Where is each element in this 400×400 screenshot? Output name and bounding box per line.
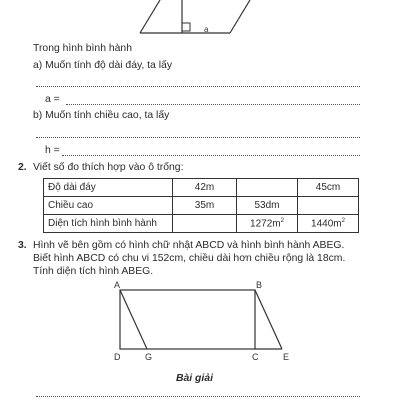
measurement-table [43,178,359,233]
answer-line-b2[interactable] [62,155,360,156]
point-D: D [114,352,121,362]
table-cell: 42m [173,179,237,197]
rectangle-parallelogram-figure [100,278,300,368]
row-label: Độ dài đáy [44,179,173,197]
point-E: E [283,352,290,362]
parallelogram-intro: Trong hình bình hành [33,43,132,54]
table-cell: $1272m^2$ [237,215,298,233]
answer-line-b1[interactable] [36,137,360,138]
exercise-3-line-1: Hình vẽ bên gồm có hình chữ nhật ABCD và hình bình hành ABEG. [33,240,345,251]
point-G: G [145,352,153,362]
label-a: a [204,25,209,34]
table-cell: $1440m^2$ [298,215,359,233]
point-C: C [252,352,259,362]
table-row [44,197,359,215]
part-b-question: b) Muốn tính chiều cao, ta lấy [33,110,170,121]
table-cell: 35m [173,197,237,215]
table-cell: 45cm [298,179,359,197]
part-a-question: a) Muốn tính độ dài đáy, ta lấy [33,60,173,71]
solution-title: Bài giải [176,373,213,384]
solution-line-1[interactable] [36,396,360,397]
row-label: Diện tích hình bình hành [44,215,173,233]
table-cell-blank[interactable] [237,179,298,197]
answer-line-a2[interactable] [66,104,360,105]
point-A: A [114,280,121,290]
table-cell-blank[interactable] [173,215,237,233]
exercise-3-line-2: Biết hình ABCD có chu vi 152cm, chiều dài hơn chiều rộng là 18cm. [33,253,346,264]
answer-a-label: a = [45,94,60,105]
exercise-2-number: 2. [18,162,27,173]
point-B: B [256,280,263,290]
table-row [44,215,359,233]
table-cell-blank[interactable] [298,197,359,215]
exercise-2-prompt: Viết số đo thích hợp vào ô trống: [33,162,184,173]
answer-b-label: h = [45,145,60,156]
exercise-3-number: 3. [18,240,27,251]
exercise-3-line-3: Tính diện tích hình ABEG. [33,266,154,277]
row-label: Chiều cao [44,197,173,215]
top-parallelogram-figure [0,0,400,40]
table-cell: 53dm [237,197,298,215]
answer-line-a1[interactable] [36,86,360,87]
table-row [44,179,359,197]
